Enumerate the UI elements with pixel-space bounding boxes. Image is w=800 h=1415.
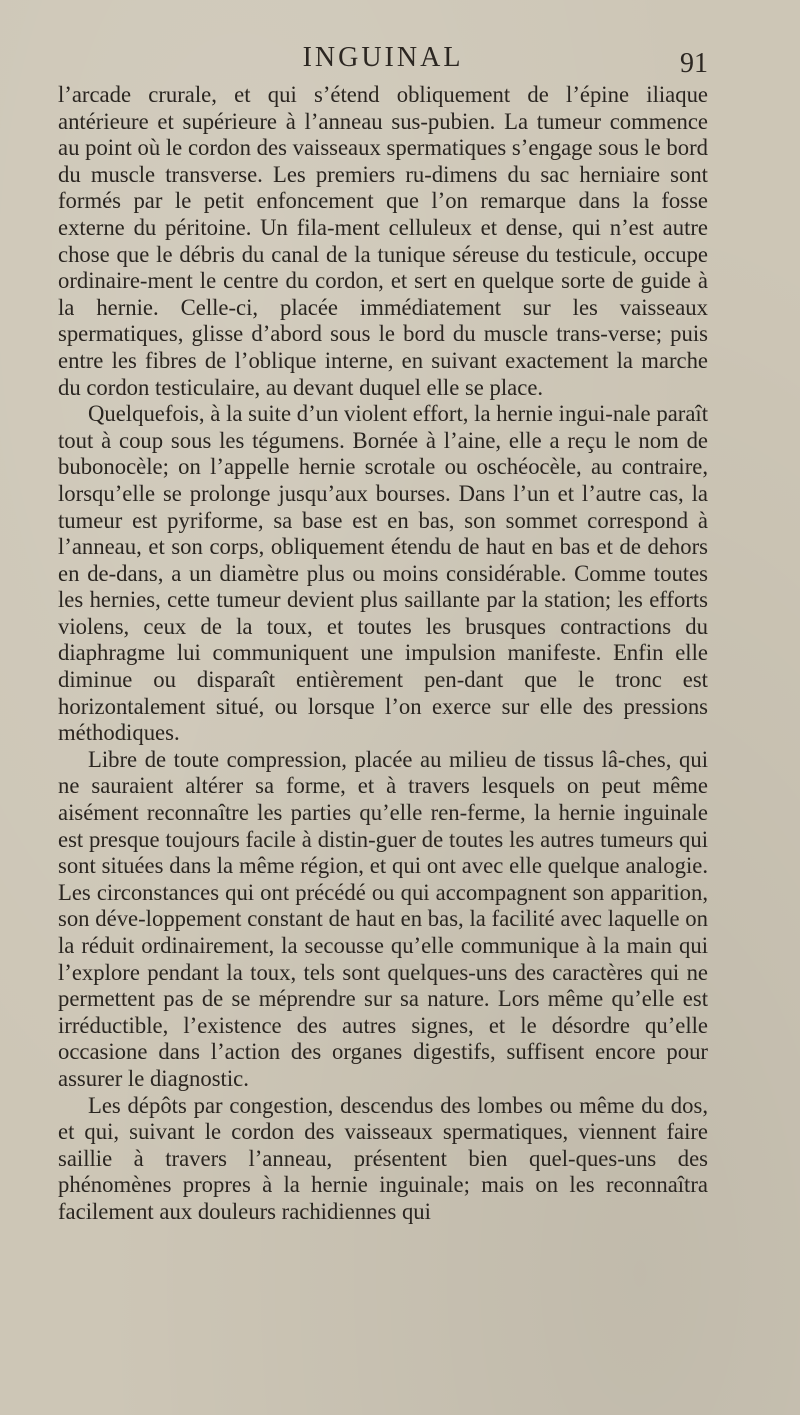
running-head: INGUINAL <box>302 42 464 73</box>
page-header <box>58 42 708 82</box>
paragraph-3: Libre de toute compression, placée au milieu de tissus lâ-ches, qui ne sauraient altérer sa forme, et à travers lesquels on peut même aisément reconnaître les parties qu’elle ren-ferme, la hernie inguinale est presque toujours facile à distin-guer de toutes les autres tumeurs qui sont situées dans la même région, et qui ont avec elle quelque analogie. Les circonstances qui ont précédé ou qui accompagnent son apparition, son déve-loppement constant de haut en bas, la facilité avec laquelle on la réduit ordinairement, la secousse qu’elle communique à la main qui l’explore pendant la toux, tels sont quelques-uns des caractères qui ne permettent pas de se méprendre sur sa nature. Lors même qu’elle est irréductible, l’existence des autres signes, et le désordre qu’elle occasione dans l’action des organes digestifs, suffisent encore pour assurer le diagnostic. <box>58 746 708 1091</box>
paragraph-2: Quelquefois, à la suite d’un violent effort, la hernie ingui-nale paraît tout à coup sous les tégumens. Bornée à l’aine, elle a reçu le nom de bubonocèle; on l’appelle hernie scrotale ou oschéocèle, au contraire, lorsqu’elle se prolonge jusqu’aux bourses. Dans l’un et l’autre cas, la tumeur est pyriforme, sa base est en bas, son sommet correspond à l’anneau, et son corps, obliquement étendu de haut en bas et de dehors en de-dans, a un diamètre plus ou moins considérable. Comme toutes les hernies, cette tumeur devient plus saillante par la station; les efforts violens, ceux de la toux, et toutes les brusques contractions du diaphragme lui communiquent une impulsion manifeste. Enfin elle diminue ou disparaît entièrement pen-dant que le tronc est horizontalement situé, ou lorsque l’on exerce sur elle des pressions méthodiques. <box>58 401 708 746</box>
paragraph-1: l’arcade crurale, et qui s’étend obliquement de l’épine iliaque antérieure et supérieure à l’anneau sus-pubien. La tumeur commence au point où le cordon des vaisseaux spermatiques s’engage sous le bord du muscle transverse. Les premiers ru-dimens du sac herniaire sont formés par le petit enfoncement que l’on remarque dans la fosse externe du péritoine. Un fila-ment celluleux et dense, qui n’est autre chose que le débris du canal de la tunique séreuse du testicule, occupe ordinaire-ment le centre du cordon, et sert en quelque sorte de guide à la hernie. Celle-ci, placée immédiatement sur les vaisseaux spermatiques, glisse d’abord sous le bord du muscle trans-verse; puis entre les fibres de l’oblique interne, en suivant exactement la marche du cordon testiculaire, au devant duquel elle se place. <box>58 82 708 400</box>
body-text <box>58 82 708 1226</box>
page-number: 91 <box>680 48 708 79</box>
paragraph-4: Les dépôts par congestion, descendus des lombes ou même du dos, et qui, suivant le cordon des vaisseaux spermatiques, viennent faire saillie à travers l’anneau, présentent bien quel-ques-uns des phénomènes propres à la hernie inguinale; mais on les reconnaîtra facilement aux douleurs rachidiennes qui <box>58 1092 708 1224</box>
